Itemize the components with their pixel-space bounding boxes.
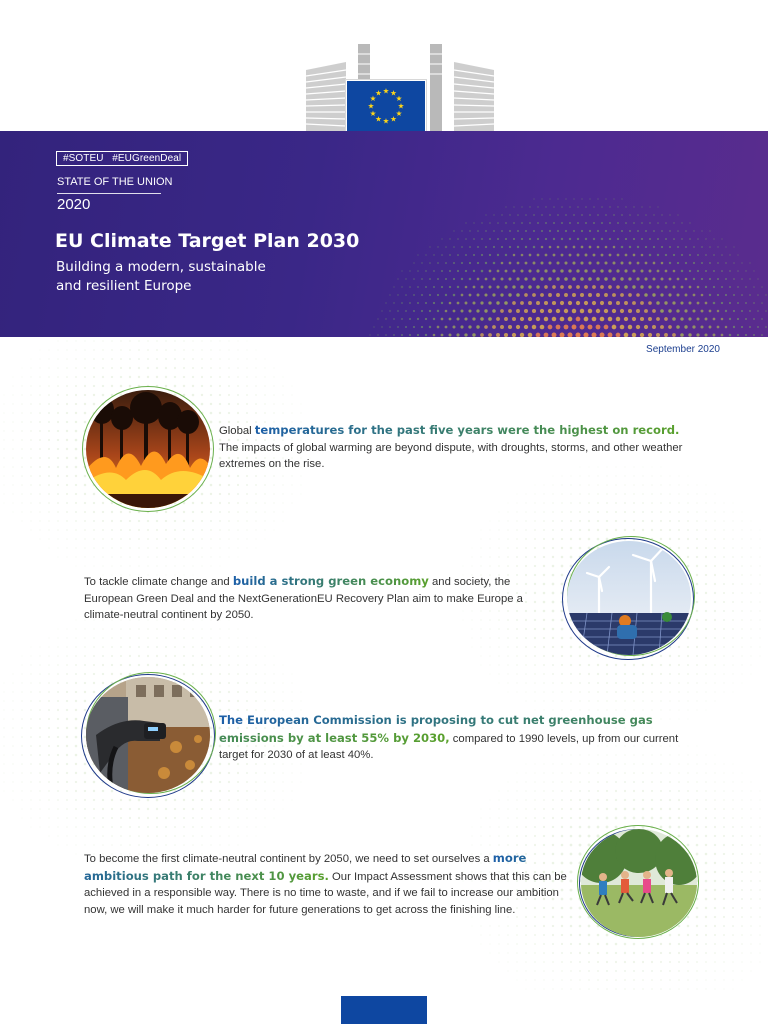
ev-charging-photo — [86, 677, 210, 793]
footer-bar — [341, 996, 427, 1024]
header-banner — [0, 131, 768, 337]
svg-text:★: ★ — [397, 101, 405, 111]
svg-text:★: ★ — [390, 88, 397, 98]
svg-text:★: ★ — [382, 86, 390, 96]
svg-text:★: ★ — [367, 101, 375, 111]
publication-date: September 2020 — [646, 344, 720, 355]
section-2-highlight: build a strong green economy — [232, 574, 429, 588]
svg-text:★: ★ — [395, 94, 403, 104]
svg-text:★: ★ — [375, 114, 382, 124]
divider — [57, 193, 161, 194]
page-title: EU Climate Target Plan 2030 — [55, 230, 360, 252]
section-4-text: To become the first climate-neutral continent by 2050, we need to set ourselves a more ambitious path for the next 10 years. Our Impact Assessment shows that this can be achieved in a responsible way. There is no time to waste, and if we fail to increase our ambition now, we will make it much harder for future generations to get across the finishing line. — [84, 851, 567, 916]
svg-text:★: ★ — [390, 114, 397, 124]
state-of-union-label: STATE OF THE UNION — [57, 176, 173, 188]
eu-flag-icon — [347, 81, 425, 131]
section-3-text: The European Commission is proposing to cut net greenhouse gas emissions by at least 55% by 2030, compared to 1990 levels, up from our current target for 2030 of at least 40%. — [219, 713, 679, 761]
section-1-text: Global temperatures for the past five years were the highest on record. The impacts of global warming are beyond dispute, with droughts, storms, and other weather extremes on the rise. — [219, 423, 683, 470]
svg-text:★: ★ — [382, 116, 390, 126]
svg-text:★: ★ — [369, 94, 377, 104]
section-4-highlight: more ambitious path for the next 10 years. — [84, 851, 527, 883]
page-subtitle: Building a modern, sustainable and resilient Europe — [56, 259, 266, 294]
forest-fire-photo — [86, 390, 210, 508]
svg-text:★: ★ — [375, 88, 382, 98]
wind-turbines-photo — [567, 541, 691, 655]
svg-text:★: ★ — [369, 109, 377, 119]
section-1-highlight: temperatures for the past five years were the highest on record. — [254, 423, 680, 437]
section-2-text: To tackle climate change and build a strong green economy and society, the European Green Deal and the NextGenerationEU Recovery Plan aim to make Europe a climate-neutral continent by 2050. — [84, 574, 523, 621]
year-label: 2020 — [57, 196, 91, 213]
svg-text:★: ★ — [395, 109, 403, 119]
hashtags-badge: #SOTEU #EUGreenDeal — [56, 151, 188, 166]
children-running-photo — [581, 829, 697, 937]
section-3-highlight: The European Commission is proposing to cut net greenhouse gas emissions by at least 55% by 2030, — [219, 713, 653, 745]
